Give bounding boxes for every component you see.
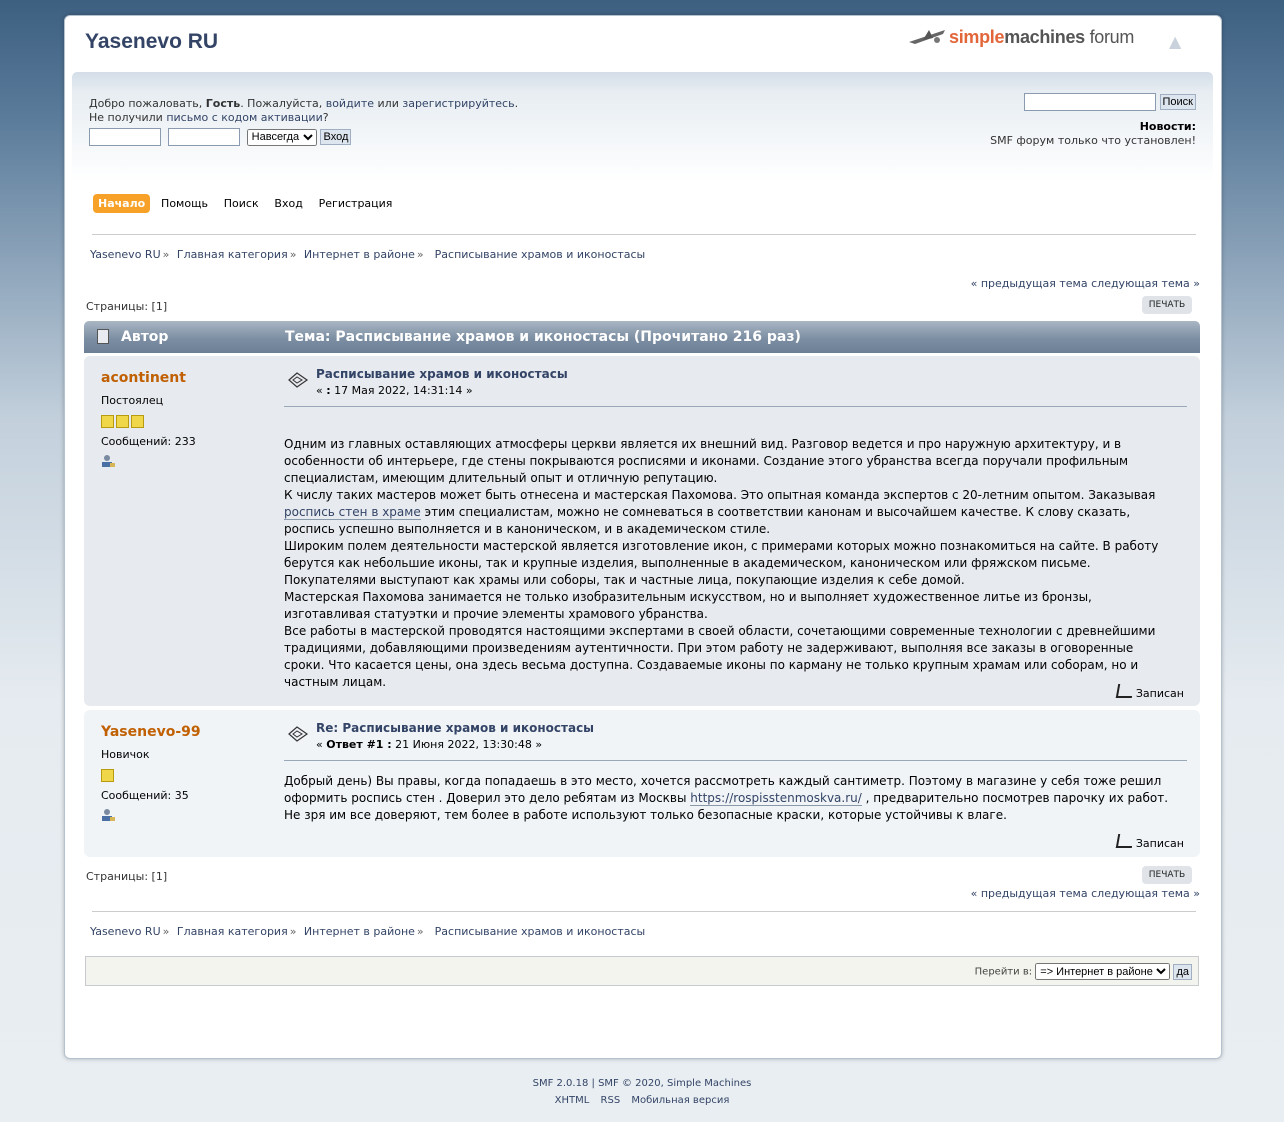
forum-title[interactable]: Yasenevo RU — [85, 30, 219, 53]
news-label: Новости: — [1139, 120, 1196, 133]
smf-logo-icon — [907, 26, 947, 48]
prev-topic-link[interactable]: « предыдущая тема — [970, 277, 1088, 290]
post-date: « : 17 Мая 2022, 14:31:14 » — [316, 384, 473, 397]
rss-link[interactable]: RSS — [600, 1095, 621, 1106]
saved-icon — [1116, 684, 1134, 698]
post-icon — [287, 371, 309, 389]
search-button[interactable]: Поиск — [1160, 94, 1196, 110]
post-link[interactable]: роспись стен в храме — [284, 505, 421, 519]
topic-icon — [97, 329, 109, 344]
post-count: Сообщений: 35 — [101, 789, 189, 802]
menu-item-help[interactable]: Помощь — [161, 197, 208, 210]
search-form — [1024, 93, 1196, 111]
smf-logo[interactable] — [907, 24, 1152, 54]
post-link[interactable]: https://rospisstenmoskva.ru/ — [690, 791, 862, 805]
divider — [92, 234, 1196, 235]
author-column-label: Автор — [121, 329, 169, 345]
rank-stars — [101, 769, 271, 783]
poster-name[interactable]: acontinent — [101, 370, 186, 386]
breadcrumb-item[interactable]: Расписывание храмов и иконостасы — [434, 248, 646, 261]
smf-version-link[interactable]: SMF 2.0.18 — [532, 1078, 589, 1089]
pagination-bottom: Страницы: [1] — [86, 870, 168, 883]
star-icon — [101, 769, 114, 782]
post-divider — [284, 406, 1187, 407]
post-icon — [287, 725, 309, 743]
news-box — [990, 120, 1196, 148]
divider — [92, 911, 1196, 912]
post — [84, 710, 1200, 857]
main-menu — [93, 194, 399, 213]
smf-logo-text: simplemachines forum — [949, 27, 1135, 47]
star-icon — [101, 415, 114, 428]
breadcrumb-item[interactable]: Yasenevo RU — [90, 925, 161, 938]
breadcrumb-item[interactable]: Главная категория — [176, 925, 288, 938]
footer: SMF 2.0.18 | SMF © 2020, Simple Machines XHTML RSS Мобильная версия — [532, 1078, 752, 1106]
password-input[interactable] — [168, 128, 240, 146]
poster-name[interactable]: Yasenevo-99 — [101, 724, 201, 740]
register-link[interactable]: зарегистрируйтесь — [402, 97, 515, 110]
post-body: Добрый день) Вы правы, когда попадаешь в это место, хочется рассмотреть каждый сантиметр. Поэтому в магазине у себя тоже решил оформить роспись стен . Доверил это дело ребятам из Москвы https://rospisstenmoskva.ru/ , предварительно посмотрев парочку их работ. Не зря им все доверяют, тем более в работе используют только безопасные краски, которые устойчивы к влаге. — [284, 774, 1169, 822]
prev-topic-link[interactable]: « предыдущая тема — [970, 887, 1088, 900]
login-button[interactable]: Вход — [320, 129, 351, 145]
star-icon — [131, 415, 144, 428]
breadcrumb-item[interactable]: Yasenevo RU — [90, 248, 161, 261]
topic-nav-bottom — [971, 887, 1200, 900]
breadcrumb-item[interactable]: Интернет в районе — [303, 925, 415, 938]
simple-machines-link[interactable]: Simple Machines — [666, 1078, 752, 1089]
poster-info — [101, 370, 271, 471]
greeting: Добро пожаловать, Гость. Пожалуйста, войдите или зарегистрируйтесь. Не получили письмо с кодом активации? — [89, 97, 519, 124]
topic-header — [84, 321, 1200, 353]
topic-nav — [971, 277, 1200, 290]
post-title[interactable]: Расписывание храмов и иконостасы — [316, 367, 568, 381]
login-link[interactable]: войдите — [325, 97, 375, 110]
breadcrumb-item[interactable]: Расписывание храмов и иконостасы — [434, 925, 646, 938]
topic-title: Тема: Расписывание храмов и иконостасы (Прочитано 216 раз) — [285, 329, 801, 345]
quick-login — [89, 128, 351, 146]
search-input[interactable] — [1024, 93, 1156, 111]
breadcrumb-item[interactable]: Главная категория — [176, 248, 288, 261]
saved-status: Записан — [1117, 684, 1184, 700]
menu-item-login[interactable]: Вход — [274, 197, 303, 210]
saved-status: Записан — [1117, 834, 1184, 850]
menu-item-search[interactable]: Поиск — [223, 197, 259, 210]
breadcrumb-item[interactable]: Интернет в районе — [303, 248, 415, 261]
xhtml-link[interactable]: XHTML — [554, 1095, 590, 1106]
smf-copyright-link[interactable]: SMF © 2020 — [598, 1078, 661, 1089]
poster-info — [101, 724, 271, 825]
username-input[interactable] — [89, 128, 161, 146]
jump-label: Перейти в: — [974, 966, 1033, 978]
activation-link[interactable]: письмо с кодом активации — [166, 111, 323, 124]
news-text: SMF форум только что установлен! — [990, 134, 1196, 147]
profile-icon[interactable] — [101, 808, 115, 822]
post-body: Одним из главных оставляющих атмосферы церкви является их внешний вид. Разговор ведется и про наружную архитектуру, и в особенности об интерьере, где стены покрываются росписями и иконами. Создание этого убранства всегда поручали профильным специалистам, имеющим длительный опыт и отличную репутацию. К числу таких мастеров может быть отнесена и мастерская Пахомова. Это опытная команда экспертов с 20-летним опытом. Заказывая роспись стен в храме этим специалистам, можно не сомневаться в соответствии канонам и высочайшем качестве. К слову сказать, роспись успешно выполняется и в каноническом, и в академическом стиле. Широким полем деятельности мастерской является изготовление икон, с примерами которых можно познакомиться на сайте. В работу берутся как небольшие иконы, так и крупные изделия, выполненные в академическом, каноническом или фряжском письме. Покупателями выступают как храмы или соборы, так и частные лица, покупающие изделия к себе домой. Мастерская Пахомова занимается не только изобразительным искусством, но и выполняет художественное литье из бронзы, изготавливая статуэтки и прочие элементы храмового убранства. Все работы в мастерской проводятся настоящими экспертами в своей области, сочетающими современные технологии с древнейшими традициями, добавляющими произведениям аутентичности. При этом работу не задерживают, выполняя все заказы в оговоренные сроки. Что касается цены, она здесь весьма доступна. Создаваемые иконы по карману не только крупным храмам или соборам, но и частным лицам. — [284, 437, 1159, 689]
login-duration-select[interactable] — [247, 129, 317, 146]
page-number[interactable]: [1] — [151, 300, 168, 313]
saved-icon — [1116, 834, 1134, 848]
post-date: « Ответ #1 : 21 Июня 2022, 13:30:48 » — [316, 738, 543, 751]
post-divider — [284, 760, 1187, 761]
jump-select[interactable] — [1035, 963, 1170, 980]
jump-to — [975, 963, 1192, 980]
post — [84, 356, 1200, 706]
mobile-version-link[interactable]: Мобильная версия — [631, 1095, 730, 1106]
jump-to-box — [85, 956, 1199, 986]
post-title[interactable]: Re: Расписывание храмов и иконостасы — [316, 721, 595, 735]
rank-stars — [101, 415, 271, 429]
menu-item-register[interactable]: Регистрация — [318, 197, 393, 210]
profile-icon[interactable] — [101, 454, 115, 468]
menu-item-home[interactable]: Начало — [93, 194, 150, 213]
breadcrumb: Yasenevo RU » Главная категория » Интернет в районе » Расписывание храмов и иконостасы — [90, 248, 646, 261]
forum-wrapper — [64, 15, 1222, 1059]
user-section — [72, 72, 1213, 192]
post-count: Сообщений: 233 — [101, 435, 196, 448]
print-button-bottom[interactable]: ПЕЧАТЬ — [1142, 866, 1192, 884]
breadcrumb-bottom: Yasenevo RU » Главная категория » Интернет в районе » Расписывание храмов и иконостасы — [90, 925, 646, 938]
next-topic-link[interactable]: следующая тема » — [1091, 887, 1200, 900]
member-group: Новичок — [101, 748, 150, 761]
collapse-header-icon[interactable]: ▲ — [1169, 32, 1182, 51]
pagination: Страницы: [1] — [86, 300, 168, 313]
print-button[interactable]: ПЕЧАТЬ — [1142, 296, 1192, 314]
jump-go-button[interactable]: да — [1173, 964, 1192, 980]
member-group: Постоялец — [101, 394, 164, 407]
star-icon — [116, 415, 129, 428]
next-topic-link[interactable]: следующая тема » — [1091, 277, 1200, 290]
page-number[interactable]: [1] — [151, 870, 168, 883]
